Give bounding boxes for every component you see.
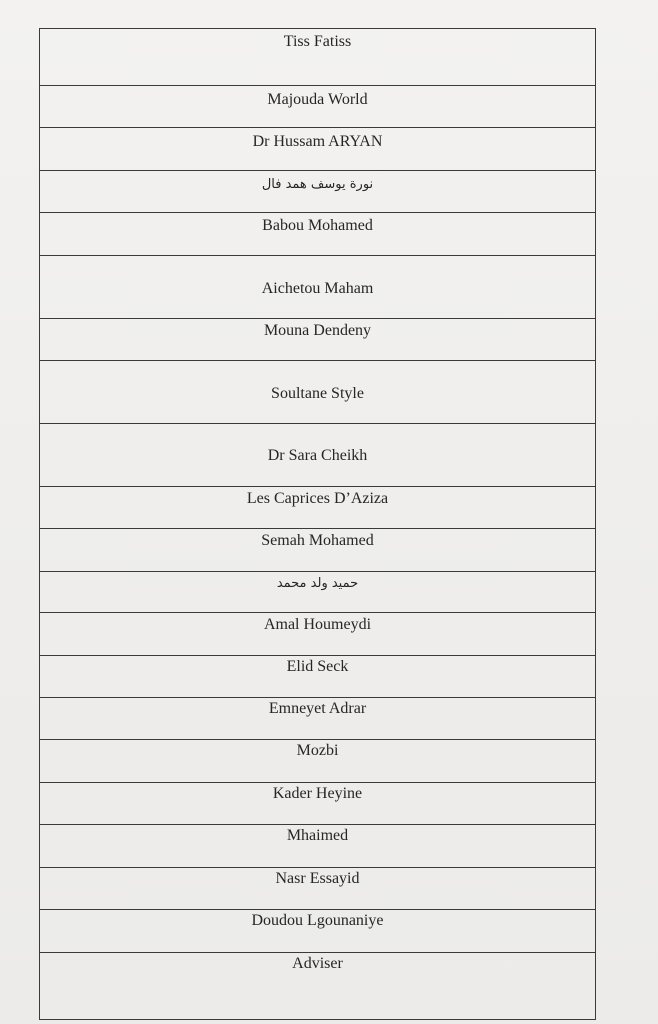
table-row [40, 256, 595, 319]
row-name: Dr Hussam ARYAN [252, 133, 383, 150]
table-row [40, 128, 595, 171]
row-name: Mozbi [296, 742, 339, 759]
table-row [40, 171, 595, 213]
table-row [40, 213, 595, 256]
table-row [40, 86, 595, 128]
table-row [40, 740, 595, 783]
row-name: Mouna Dendeny [263, 322, 372, 339]
table-row [40, 424, 595, 487]
row-name: Majouda World [267, 91, 368, 108]
table-row [40, 572, 595, 613]
table-row [40, 825, 595, 868]
row-name: Mhaimed [286, 827, 349, 844]
row-name: Dr Sara Cheikh [267, 447, 368, 464]
row-name: Les Caprices D’Aziza [246, 490, 389, 507]
row-name: Nasr Essayid [275, 870, 360, 887]
row-name: Soultane Style [271, 385, 364, 402]
table-row [40, 783, 595, 825]
table-row [40, 361, 595, 424]
table-row [40, 910, 595, 953]
table-row [40, 868, 595, 910]
table-row [40, 613, 595, 656]
table-row [40, 656, 595, 698]
row-name: Aichetou Maham [261, 280, 374, 297]
row-name: Adviser [292, 955, 343, 972]
row-name: حميد ولد محمد [276, 576, 359, 591]
table-row [40, 529, 595, 572]
row-name: Elid Seck [286, 658, 349, 675]
table-row [40, 29, 595, 86]
row-name: Emneyet Adrar [268, 700, 367, 717]
row-name: Babou Mohamed [262, 217, 373, 234]
names-table [39, 28, 596, 1020]
table-row [40, 953, 595, 1019]
row-name: Amal Houmeydi [263, 616, 372, 633]
row-name: Kader Heyine [272, 785, 363, 802]
row-name: نورة يوسف همد فال [261, 177, 374, 192]
table-row [40, 319, 595, 361]
table-row [40, 698, 595, 740]
row-name: Semah Mohamed [261, 532, 374, 549]
row-name: Doudou Lgounaniye [251, 912, 384, 929]
table-row [40, 487, 595, 529]
row-name: Tiss Fatiss [283, 33, 352, 50]
